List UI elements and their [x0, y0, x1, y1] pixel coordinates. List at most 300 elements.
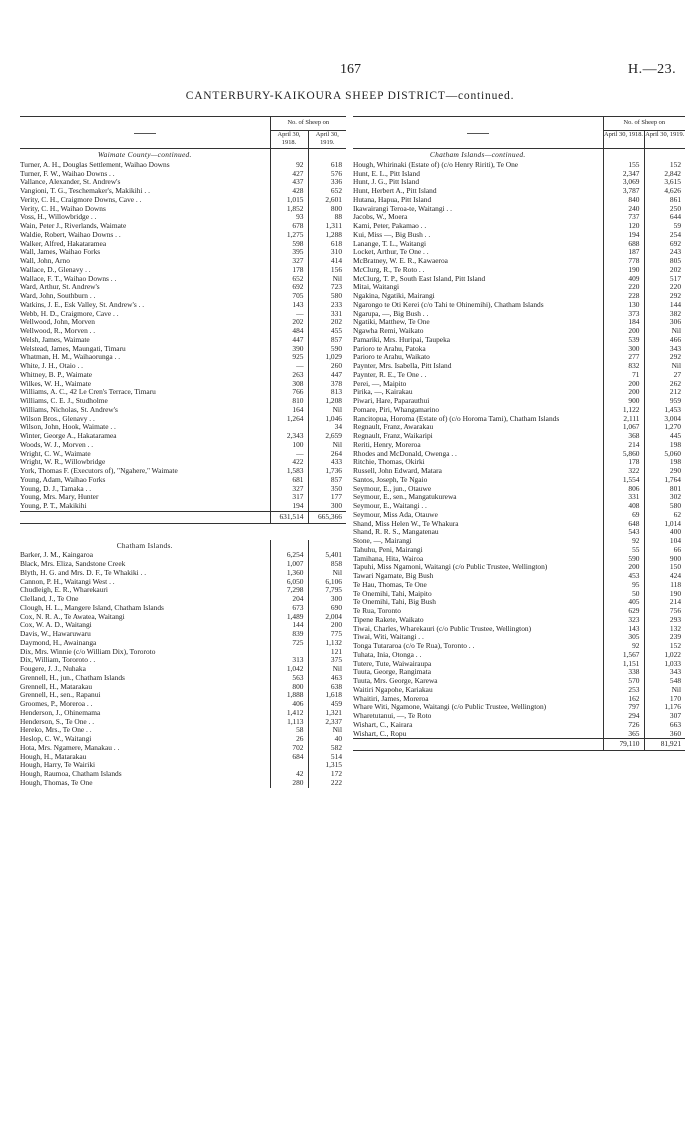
owner-name: Winter, George A., Hakataramea — [20, 431, 117, 441]
count-1919: 172 — [308, 770, 346, 779]
count-1918: 42 — [270, 770, 308, 779]
owner-name: Hough, H., Matarakau — [20, 751, 87, 761]
count-1918: 3,787 — [603, 187, 644, 196]
owner-name: Turner, F. W., Waihao Downs . . — [20, 168, 115, 178]
count-1919: 1,618 — [308, 691, 346, 700]
count-1918: 684 — [270, 753, 308, 762]
owner-name: Tiwai, Charles, Wharekauri (c/o Public Trustee, Wellington) — [353, 623, 532, 633]
count-1919: 293 — [644, 616, 685, 625]
owner-name: Waldie, Robert, Waihao Downs . . — [20, 229, 121, 239]
owner-name: Groomes, P., Moreroa . . — [20, 699, 93, 709]
count-1919: 5,060 — [644, 450, 685, 459]
owner-name: Whare Witi, Ngamone, Waitangi (c/o Public Trustee, Wellington) — [353, 702, 547, 712]
owner-name: Blyth, H. G. and Mrs. D. F., Te Whakiki . . — [20, 567, 147, 577]
count-1918: 323 — [603, 616, 644, 625]
count-1919: 220 — [644, 283, 685, 292]
count-1919: 3,004 — [644, 415, 685, 424]
left-table — [20, 116, 346, 788]
count-1919: 582 — [308, 744, 346, 753]
count-1919: 300 — [308, 595, 346, 604]
count-1918: 95 — [603, 581, 644, 590]
owner-name: Grennell, H., jun., Chatham Islands — [20, 672, 125, 682]
owner-name: Davis, W., Hawaruwaru — [20, 629, 91, 639]
count-1919: 638 — [308, 683, 346, 692]
count-1918: 200 — [603, 388, 644, 397]
owner-name: Ritchie, Thomas, Okirki — [353, 457, 425, 467]
count-1918: 422 — [270, 458, 308, 467]
count-1918: 725 — [270, 639, 308, 648]
owner-name: Stone, —, Mairangi — [353, 536, 412, 546]
count-1919: 2,004 — [308, 613, 346, 622]
count-1919: 331 — [308, 310, 346, 319]
count-1919: 455 — [308, 327, 346, 336]
owner-name: Grennell, H., sen., Rapanui — [20, 690, 101, 700]
page-title: CANTERBURY-KAIKOURA SHEEP DISTRICT—continued. — [185, 90, 515, 102]
count-1918: 190 — [603, 266, 644, 275]
owner-name: Regnault, Franz, Awarakau — [353, 422, 434, 432]
owner-name: Tawari Ngamate, Big Bush — [353, 571, 434, 581]
owner-name: Dix, William, Tororoto . . — [20, 655, 96, 665]
col-1919-header: April 30, 1919. — [644, 131, 685, 149]
owner-name: McClurg, T. P., South East Island, Pitt Island — [353, 273, 486, 283]
owner-name: Hough, Whirinaki (Estate of) (c/o Henry Ririti), Te One — [353, 159, 519, 169]
count-1919: Nil — [644, 327, 685, 336]
count-1919: 250 — [644, 205, 685, 214]
count-1919: 1,046 — [308, 415, 346, 424]
owner-name: Tahuhu, Peni, Mairangi — [353, 544, 423, 554]
count-1919: 336 — [308, 178, 346, 187]
owner-name: Ngarupa, —, Big Bush . . — [353, 308, 429, 318]
count-1919: 5,401 — [308, 551, 346, 560]
count-1918: 92 — [603, 537, 644, 546]
owner-name: Barker, J. M., Kaingaroa — [20, 550, 93, 560]
count-1919: 548 — [644, 677, 685, 686]
sheep-count-header: No. of Sheep on — [270, 117, 346, 131]
owner-name: White, J. H., Otaio . . — [20, 361, 84, 371]
owner-name: Voss, H., Willowbridge . . — [20, 212, 97, 222]
owner-name: Hough, Raumoa, Chatham Islands — [20, 769, 122, 779]
count-1918: 652 — [270, 275, 308, 284]
owner-name: Vangioni, T. G., Teschemaker's, Makikihi . . — [20, 186, 150, 196]
count-1919: 202 — [308, 318, 346, 327]
count-1918: 331 — [603, 493, 644, 502]
count-1918: 1,151 — [603, 660, 644, 669]
count-1919: 300 — [308, 502, 346, 511]
count-1919: 517 — [644, 275, 685, 284]
count-1919: 121 — [308, 648, 346, 657]
count-1919: 40 — [308, 735, 346, 744]
count-1918: 405 — [603, 598, 644, 607]
count-1918: 277 — [603, 353, 644, 362]
count-1918: 327 — [270, 257, 308, 266]
owner-name: Piwari, Hare, Paparauthui — [353, 396, 430, 406]
count-1919: 1,176 — [644, 703, 685, 712]
count-1918: 214 — [603, 441, 644, 450]
owner-name: Tuuta, George, Rangimata — [353, 667, 432, 677]
count-1919: 254 — [644, 231, 685, 240]
count-1918: 187 — [603, 248, 644, 257]
count-1918: 55 — [603, 546, 644, 555]
count-1918: 563 — [270, 674, 308, 683]
count-1919: 1,453 — [644, 406, 685, 415]
count-1918: 294 — [603, 712, 644, 721]
owner-name: Tiwai, Witi, Waitangi . . — [353, 632, 424, 642]
count-1919: 222 — [308, 779, 346, 788]
count-1919: 233 — [308, 301, 346, 310]
count-1918: 1,554 — [603, 476, 644, 485]
count-1918: 1,264 — [270, 415, 308, 424]
table-row — [20, 779, 346, 788]
count-1919: 813 — [308, 388, 346, 397]
count-1919: 292 — [644, 292, 685, 301]
owner-name: Cox, W. A. D., Waitangi — [20, 620, 92, 630]
owner-name: Grennell, H., Matarakau — [20, 681, 93, 691]
count-1918: — — [270, 310, 308, 319]
owner-name: Pamariki, Mrs. Huripai, Taupeka — [353, 334, 451, 344]
count-1918: 200 — [603, 380, 644, 389]
count-1918: 194 — [603, 231, 644, 240]
count-1919: 214 — [644, 598, 685, 607]
owner-name: Tonga Tutararoa (c/o Te Rua), Toronto . . — [353, 641, 475, 651]
owner-name: Walker, Alfred, Hakataramea — [20, 238, 107, 248]
count-1918: 200 — [603, 327, 644, 336]
count-1918: 1,067 — [603, 423, 644, 432]
owner-name: Young, D. J., Tamaka . . — [20, 483, 92, 493]
count-1919: 150 — [644, 563, 685, 572]
owner-name: Wain, Peter J., Riverlands, Waimate — [20, 221, 127, 231]
count-1919: 239 — [644, 633, 685, 642]
count-1918: 447 — [270, 336, 308, 345]
owner-name: Young, Mrs. Mary, Hunter — [20, 492, 99, 502]
owner-name: Ngakina, Ngatiki, Mairangi — [353, 291, 435, 301]
count-1919: 3,615 — [644, 178, 685, 187]
count-1919: 1,764 — [644, 476, 685, 485]
count-1918: 409 — [603, 275, 644, 284]
count-1919: 7,795 — [308, 586, 346, 595]
owner-name: Cox, N. R. A., Te Awatea, Waitangi — [20, 611, 125, 621]
page-header — [0, 62, 700, 82]
count-1919: Nil — [308, 406, 346, 415]
owner-name: Hunt, E. L., Pitt Island — [353, 168, 420, 178]
count-1918: 800 — [270, 683, 308, 692]
owner-name: Vallance, Alexander, St. Andrew's — [20, 177, 121, 187]
count-1919: 466 — [644, 336, 685, 345]
count-1918: 1,015 — [270, 196, 308, 205]
count-1919: Nil — [308, 665, 346, 674]
owner-name: Henderson, J., Ohinemama — [20, 707, 101, 717]
count-1919: 1,033 — [644, 660, 685, 669]
owner-name: Seymour, E., jun., Otauwe — [353, 483, 432, 493]
col-1918-header: April 30, 1918. — [603, 131, 644, 149]
count-1918: 1,412 — [270, 709, 308, 718]
owner-name: Seymour, E., sen., Mangatukurewa — [353, 492, 457, 502]
owner-name: Clelland, J., Te One — [20, 594, 79, 604]
count-1918: 702 — [270, 744, 308, 753]
count-1918: 263 — [270, 371, 308, 380]
owner-name: Tuhata, Inia, Otonga . . — [353, 649, 422, 659]
name-column-header — [20, 117, 270, 149]
count-1918: 1,888 — [270, 691, 308, 700]
count-1919: 378 — [308, 380, 346, 389]
owner-name: Hough, Thomas, Te One — [20, 777, 93, 787]
owner-name: Williams, Nicholas, St. Andrew's — [20, 404, 118, 414]
name-column-header — [353, 117, 603, 149]
count-1918: 194 — [270, 502, 308, 511]
count-1918: 220 — [603, 283, 644, 292]
count-1919: 152 — [644, 642, 685, 651]
count-1919: 290 — [644, 467, 685, 476]
owner-name: Wilson, John, Hook, Waimate . . — [20, 422, 116, 432]
count-1919: 202 — [644, 266, 685, 275]
owner-name: Kui, Miss —, Big Bush . . — [353, 229, 431, 239]
count-1919: 801 — [644, 485, 685, 494]
count-1919: 644 — [644, 213, 685, 222]
count-1919: 775 — [308, 630, 346, 639]
count-1918: 338 — [603, 668, 644, 677]
count-1919: 1,311 — [308, 222, 346, 231]
owner-name: Wright, W. R., Willowbridge — [20, 457, 106, 467]
count-1918: 305 — [603, 633, 644, 642]
owner-name: Heslop, C. W., Waitangi — [20, 734, 92, 744]
count-1919: 959 — [644, 397, 685, 406]
owner-name: Cannon, P. H., Waitangi West . . — [20, 576, 115, 586]
count-1918: 373 — [603, 310, 644, 319]
owner-name: Ngatiki, Matthew, Te One — [353, 317, 430, 327]
count-1918: 900 — [603, 397, 644, 406]
count-1918: 253 — [603, 686, 644, 695]
count-1919: 652 — [308, 187, 346, 196]
count-1918: 678 — [270, 222, 308, 231]
owner-name: York, Thomas F. (Executors of), "Ngahere," Waimate — [20, 466, 178, 476]
owner-name: Williams, C. E. J., Studholme — [20, 396, 108, 406]
count-1918: 925 — [270, 353, 308, 362]
count-1919: 445 — [644, 432, 685, 441]
count-1918: 726 — [603, 721, 644, 730]
count-1918: 71 — [603, 371, 644, 380]
count-1918: 1,583 — [270, 467, 308, 476]
count-1919: 104 — [644, 537, 685, 546]
count-1919: 580 — [308, 292, 346, 301]
count-1918: 120 — [603, 222, 644, 231]
owner-name: Wilkes, W. H., Waimate — [20, 378, 92, 388]
count-1918: 1,122 — [603, 406, 644, 415]
count-1918: 6,050 — [270, 578, 308, 587]
count-1919: 132 — [644, 625, 685, 634]
count-1919: 400 — [644, 528, 685, 537]
count-1918: 437 — [270, 178, 308, 187]
count-1918: 200 — [603, 563, 644, 572]
owner-name: Ward, John, Southburn . . — [20, 291, 96, 301]
count-1919: 2,337 — [308, 718, 346, 727]
count-1918: 327 — [270, 485, 308, 494]
count-1918: 184 — [603, 318, 644, 327]
count-1919: 433 — [308, 458, 346, 467]
owner-name: Hunt, Herbert A., Pitt Island — [353, 186, 437, 196]
count-1919: 514 — [308, 753, 346, 762]
paper-reference: H.—23. — [628, 62, 677, 77]
count-1919: 66 — [644, 546, 685, 555]
count-1918: 427 — [270, 170, 308, 179]
count-1918: 50 — [603, 590, 644, 599]
count-1918: 590 — [603, 555, 644, 564]
count-1918: 839 — [270, 630, 308, 639]
owner-name: Regnault, Franz, Waikaripi — [353, 431, 433, 441]
owner-name: Dix, Mrs. Winnie (c/o William Dix), Tororoto — [20, 646, 156, 656]
owner-name: Webb, H. D., Craigmore, Cave . . — [20, 308, 119, 318]
count-1918: 280 — [270, 779, 308, 788]
count-1919: 618 — [308, 161, 346, 170]
count-1919: Nil — [308, 726, 346, 735]
count-1918: 1,489 — [270, 613, 308, 622]
count-1918: 1,042 — [270, 665, 308, 674]
owner-name: Watkins, J. E., Esk Valley, St. Andrew's . . — [20, 299, 145, 309]
owner-name: Daymond, H., Awainanga — [20, 637, 97, 647]
owner-name: Waitiri Ngapohe, Kariakau — [353, 684, 433, 694]
owner-name: Ngarongo te Oti Kerei (c/o Tahi te Ohinemihi), Chatham Islands — [353, 299, 544, 309]
count-1918: 92 — [270, 161, 308, 170]
count-1918: 737 — [603, 213, 644, 222]
count-1919: 692 — [644, 240, 685, 249]
count-1919: 1,736 — [308, 467, 346, 476]
count-1918: 93 — [270, 213, 308, 222]
count-1919: 292 — [644, 353, 685, 362]
count-1919: 200 — [308, 621, 346, 630]
count-1919: 2,842 — [644, 170, 685, 179]
owner-name: Tipene Rakete, Waikato — [353, 614, 424, 624]
owner-name: Kami, Peter, Pakamao . . — [353, 221, 427, 231]
owner-name: Shand, R. R. S., Mangatenau — [353, 527, 439, 537]
count-1918: 368 — [603, 432, 644, 441]
owner-name: McClurg, R., Te Roto . . — [353, 264, 425, 274]
left-column — [20, 116, 346, 788]
count-1918: 228 — [603, 292, 644, 301]
count-1919: 59 — [644, 222, 685, 231]
count-1918: 832 — [603, 362, 644, 371]
owner-name: Ngawha Remi, Waikato — [353, 326, 424, 336]
count-1919: 1,014 — [644, 520, 685, 529]
count-1918: 484 — [270, 327, 308, 336]
owner-name: Henderson, S., Te One . . — [20, 716, 95, 726]
count-1919: 1,029 — [308, 353, 346, 362]
count-1919: 756 — [644, 607, 685, 616]
count-1919: 1,321 — [308, 709, 346, 718]
owner-name: Paynter, R. E., Te One . . — [353, 369, 427, 379]
count-1918: 178 — [270, 266, 308, 275]
count-1918: 1,360 — [270, 569, 308, 578]
count-1919: 177 — [308, 493, 346, 502]
count-1918: 155 — [603, 161, 644, 170]
count-1918: 308 — [270, 380, 308, 389]
owner-name: Te Rua, Toronto — [353, 606, 401, 616]
count-1918: 810 — [270, 397, 308, 406]
count-1918: 58 — [270, 726, 308, 735]
count-1919: 857 — [308, 476, 346, 485]
sheep-count-header: No. of Sheep on — [603, 117, 685, 131]
total-1919: 665,366 — [308, 511, 346, 523]
count-1919: 306 — [644, 318, 685, 327]
count-1918: 1,852 — [270, 205, 308, 214]
count-1919: 190 — [644, 590, 685, 599]
owner-name: Wellwood, John, Morven — [20, 317, 95, 327]
count-1919: 1,288 — [308, 231, 346, 240]
owner-name: Locket, Arthur, Te One . . — [353, 247, 429, 257]
count-1918: 1,007 — [270, 560, 308, 569]
count-1919: 424 — [644, 572, 685, 581]
count-1919: 1,315 — [308, 761, 346, 770]
owner-name: Paynter, Mrs. Isabella, Pitt Island — [353, 361, 452, 371]
count-1919: Nil — [308, 275, 346, 284]
count-1919: 576 — [308, 170, 346, 179]
count-1918: 408 — [603, 502, 644, 511]
count-1919: 4,626 — [644, 187, 685, 196]
total-1918: 631,514 — [270, 511, 308, 523]
owner-name: Rancitopua, Horoma (Estate of) (c/o Horoma Tami), Chatham Islands — [353, 413, 560, 423]
count-1919: 2,659 — [308, 432, 346, 441]
count-1919: 858 — [308, 560, 346, 569]
table-row — [353, 730, 685, 739]
owner-name: Young, Adam, Waihao Forks — [20, 474, 106, 484]
col-1918-header: April 30, 1918. — [270, 131, 308, 149]
count-1919: 170 — [644, 695, 685, 704]
count-1919: 118 — [644, 581, 685, 590]
count-1919: 27 — [644, 371, 685, 380]
count-1919: 260 — [308, 362, 346, 371]
owner-name: Whitney, B. P., Waimate — [20, 369, 93, 379]
count-1918: 3,069 — [603, 178, 644, 187]
count-1919: 861 — [644, 196, 685, 205]
count-1919: 152 — [644, 161, 685, 170]
count-1918: 570 — [603, 677, 644, 686]
owner-name: Hunt, J. G., Pitt Island — [353, 177, 420, 187]
owner-name: Parioro te Arahu, Patoka — [353, 343, 426, 353]
right-table — [353, 116, 685, 751]
owner-name: Lanange, T. L., Waitangi — [353, 238, 427, 248]
count-1918: 162 — [603, 695, 644, 704]
count-1918: 164 — [270, 406, 308, 415]
count-1918: 797 — [603, 703, 644, 712]
section-heading: Chatham Islands—continued. — [429, 150, 526, 159]
owner-name: McBratney, W. E. R., Kawaeroa — [353, 256, 448, 266]
count-1919: 1,022 — [644, 651, 685, 660]
owner-name: Tapuhi, Miss Ngamoni, Waitangi (c/o Public Trustee, Wellington) — [353, 562, 548, 572]
count-1918: 313 — [270, 656, 308, 665]
count-1919: 212 — [644, 388, 685, 397]
count-1918: 100 — [270, 441, 308, 450]
count-1919: 463 — [308, 674, 346, 683]
count-1918: 629 — [603, 607, 644, 616]
count-1919: 590 — [308, 345, 346, 354]
owner-name: Pomare, Piri, Whangamarino — [353, 404, 440, 414]
owner-name: Te Onemihi, Tahi, Maipito — [353, 588, 432, 598]
count-1918: 6,254 — [270, 551, 308, 560]
count-1918: 428 — [270, 187, 308, 196]
count-1918: 766 — [270, 388, 308, 397]
owner-name: Wall, John, Arno — [20, 256, 70, 266]
count-1918: 648 — [603, 520, 644, 529]
count-1918: 840 — [603, 196, 644, 205]
col-1919-header: April 30, 1919. — [308, 131, 346, 149]
count-1919: 375 — [308, 656, 346, 665]
count-1919: 360 — [644, 730, 685, 739]
count-1918: 705 — [270, 292, 308, 301]
count-1919: 198 — [644, 458, 685, 467]
owner-name: Verity, C. H., Craigmore Downs, Cave . . — [20, 194, 142, 204]
owner-name: Wilson Bros., Glenavy . . — [20, 413, 95, 423]
count-1918: 202 — [270, 318, 308, 327]
owner-name: Tuuta, Mrs. George, Karewa — [353, 676, 438, 686]
count-1919: 264 — [308, 450, 346, 459]
owner-name: Welsh, James, Waimate — [20, 334, 90, 344]
